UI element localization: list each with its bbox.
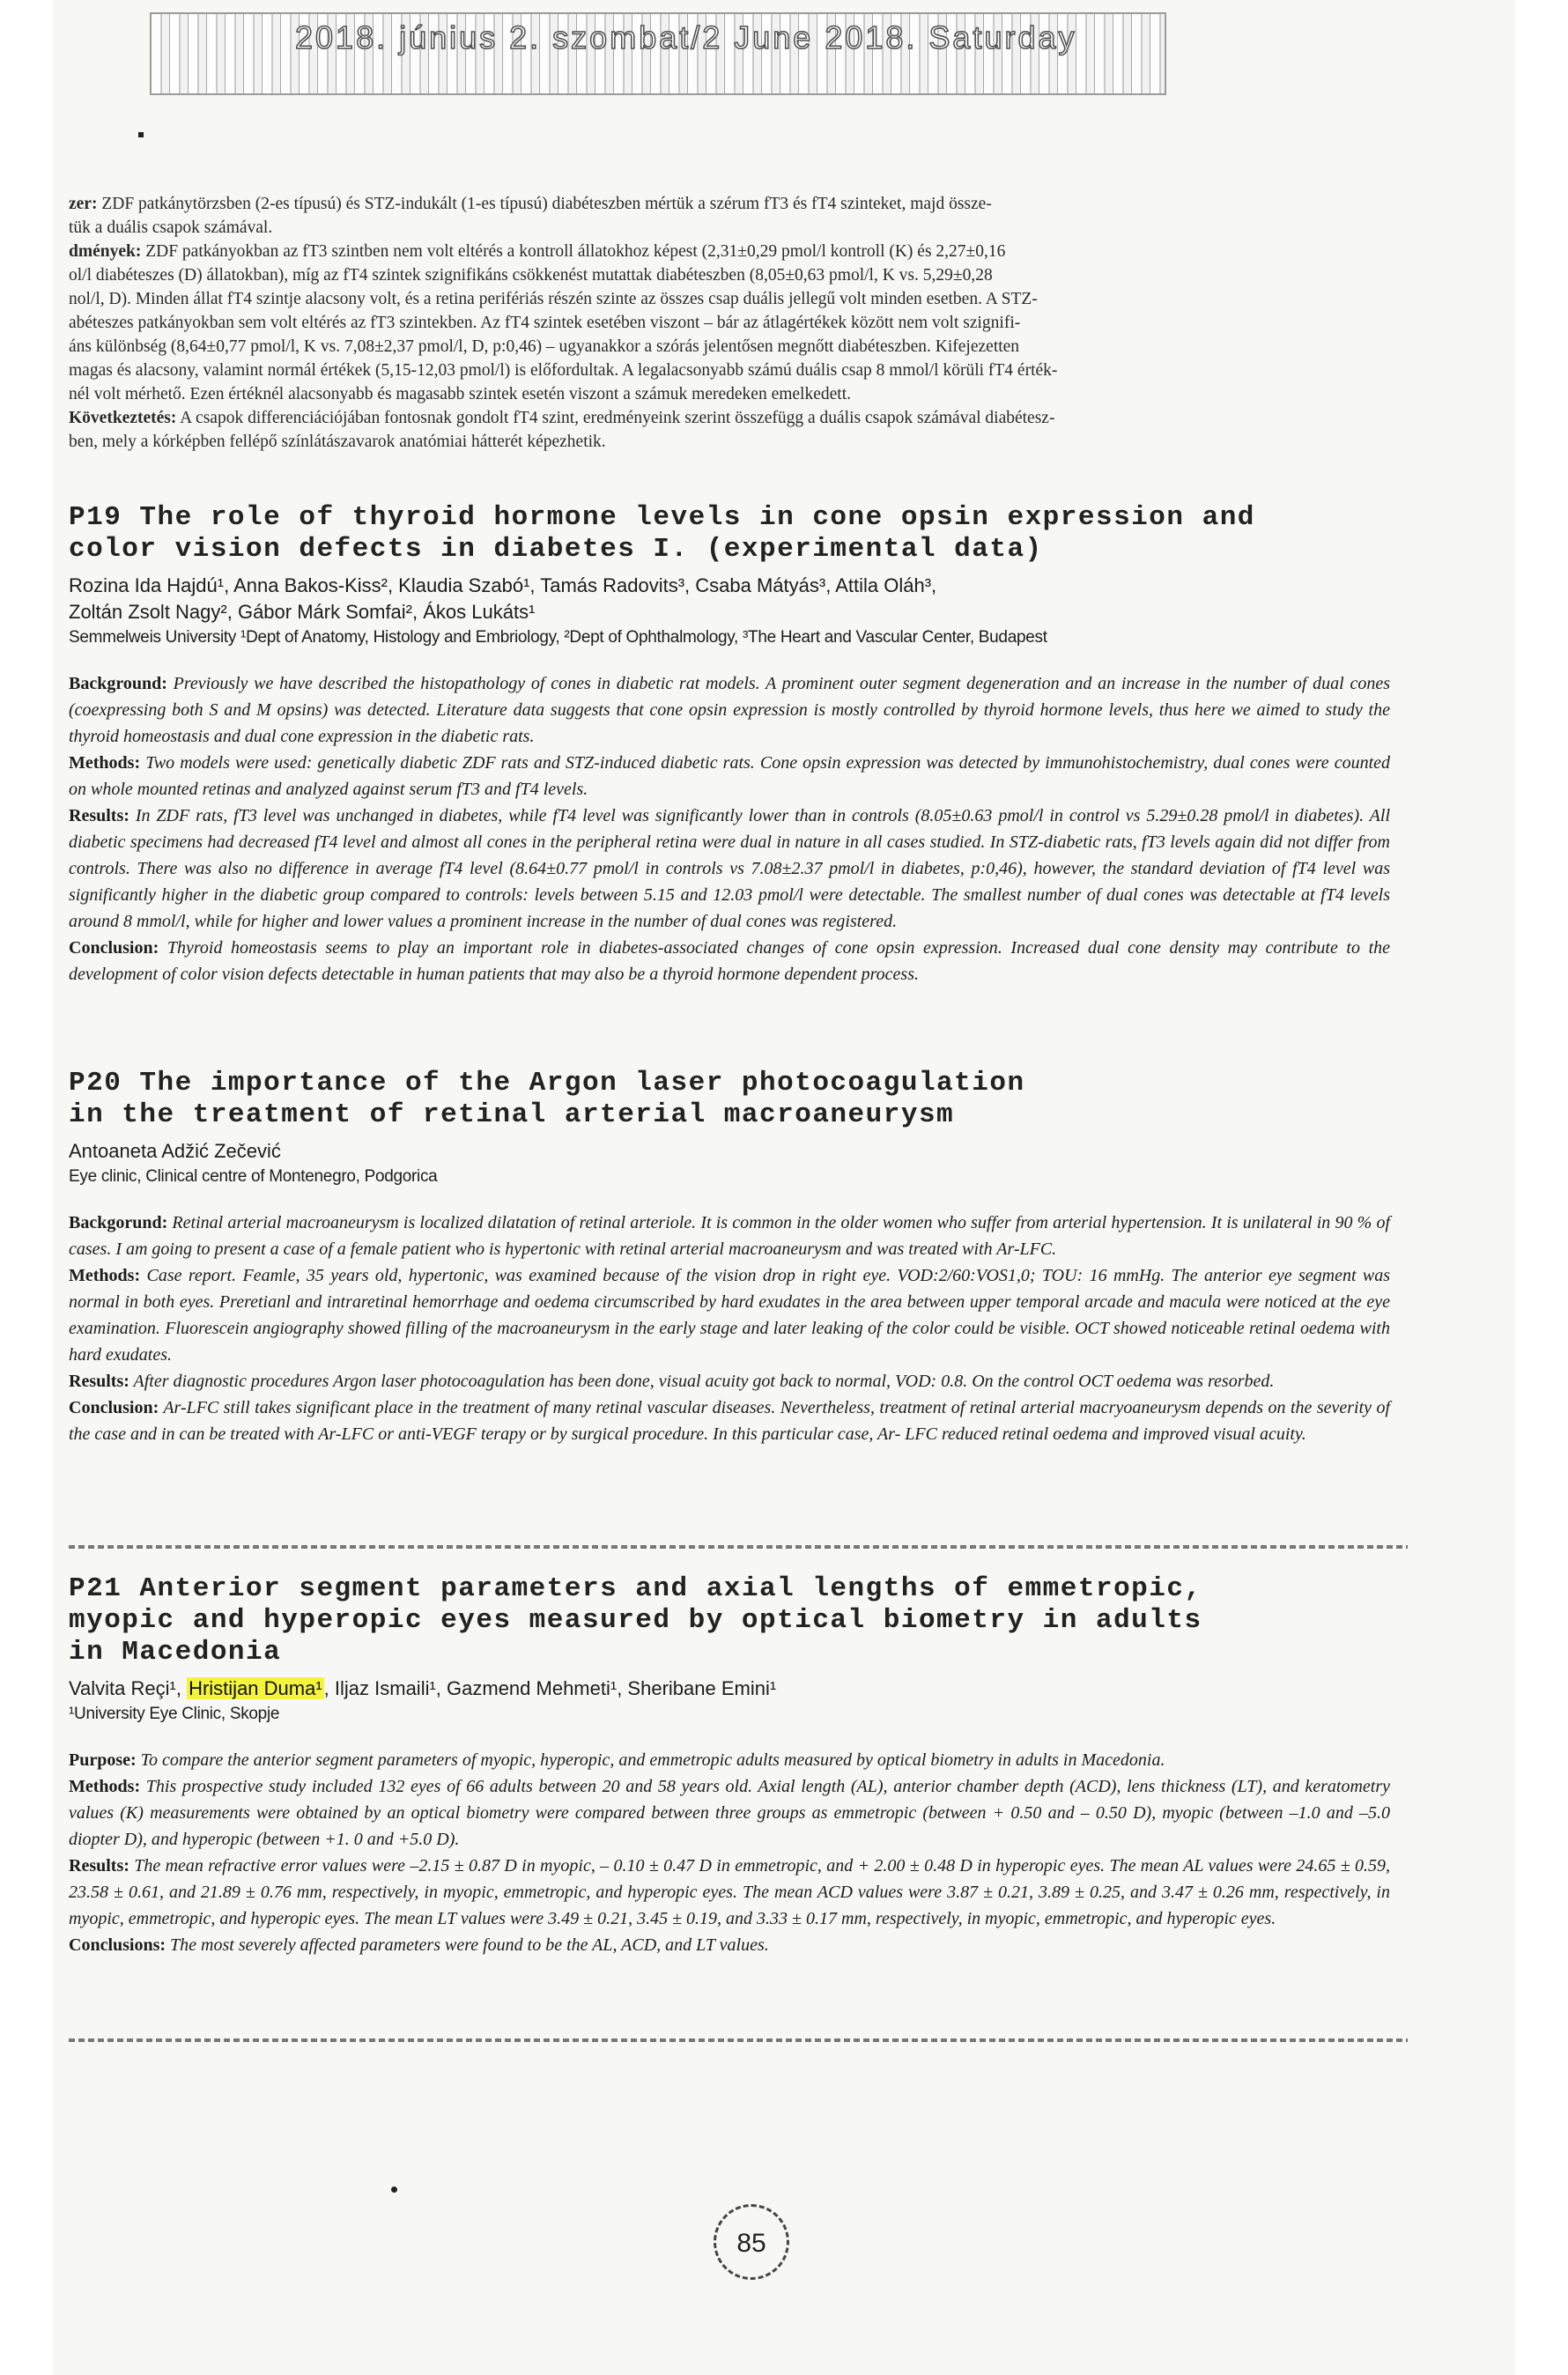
abstract-section: Conclusions: The most severely affected parameters were found to be the AL, ACD, and LT values. xyxy=(69,1935,769,1955)
section-divider xyxy=(69,1545,1408,1549)
abstract-section: Purpose: To compare the anterior segment parameters of myopic, hyperopic, and emmetropic adults measured by optical biometry in adults in Macedonia. xyxy=(69,1750,1165,1770)
abstract-section: Results: In ZDF rats, fT3 level was unchanged in diabetes, while fT4 level was significantly lower than in controls (8.05±0.63 pmol/l in control vs 5.29±0.28 pmol/l in diabetes). All diabetic specimens had decreased fT4 level and almost all cones in the peripheral retina were dual in nature in all cases studied. In STZ-diabetic rats, fT3 levels again did not differ from controls. There was also no difference in average fT4 level (8.64±0.77 pmol/l in controls vs 7.08±2.37 pmol/l in diabetes, p:0,46), however, the standard deviation of fT4 level was significantly higher in the diabetic group compared to controls: levels between 5.15 and 12.03 pmol/l were detectable. The smallest number of dual cones was detectable at fT4 levels around 8 mmol/l, while for higher and lower values a prominent increase in the number of dual cones was registered. xyxy=(69,806,1391,931)
hu-line: nél volt mérhető. Ezen értéknél alacsonyabb és magasabb szintek esetén viszont a számuk meredeken emelkedett. xyxy=(69,385,851,403)
hu-line: magas és alacsony, valamint normál értékek (5,15-12,03 pmol/l) is előfordultak. A legalacsonyabb számú duális csap 8 mmol/l körüli fT4 érték- xyxy=(69,361,1058,380)
abstract-section: Conclusion: Thyroid homeostasis seems to play an important role in diabetes-associated changes of cone opsin expression. Increased dual cone density may contribute to the development of color vision defects detectable in human patients that may also be a thyroid hormone dependent process. xyxy=(69,938,1391,984)
previous-abstract-hungarian xyxy=(69,192,1372,454)
stray-dot xyxy=(391,2186,397,2193)
abstract-p21 xyxy=(69,1573,1390,1958)
hu-line: áns különbség (8,64±0,77 pmol/l, K vs. 7,08±2,37 pmol/l, D, p:0,46) – ugyanakkor a szórás jelentősen megnőtt diabéteszben. Kifejezetten xyxy=(69,337,1020,356)
abstract-section: Background: Previously we have described the histopathology of cones in diabetic rat models. A prominent outer segment degeneration and an increase in the number of dual cones (coexpressing both S and M opsins) was detected. Literature data suggests that cone opsin expression is mostly controlled by thyroid hormone levels, thus here we aimed to study the thyroid homeostasis and dual cone expression in the diabetic rats. xyxy=(69,674,1391,746)
abstract-section: Backgorund: Retinal arterial macroaneurysm is localized dilatation of retinal arteriole. It is common in the older women who suffer from arterial hypertension. It is unilateral in 90 % of cases. I am going to present a case of a female patient who is hypertonic with retinal arterial macroaneurysm and was treated with Ar-LFC. xyxy=(69,1213,1391,1259)
abstract-section: Methods: Case report. Feamle, 35 years old, hypertonic, was examined because of the vision drop in right eye. VOD:2/60:VOS1,0; TOU: 16 mmHg. The anterior eye segment was normal in both eyes. Preretianl and intraretinal hemorrhage and oedema circumscribed by hard exudates in the area between upper temporal arcade and macula were noticed at the eye examination. Fluorescein angiography showed filling of the macroaneurysm in the early stage and later leaking of the color could be visible. OCT showed noticeable retinal oedema with hard exudates. xyxy=(69,1266,1390,1365)
abstract-section: Results: After diagnostic procedures Argon laser photocoagulation has been done, visual acuity got back to normal, VOD: 0.8. On the control OCT oedema was resorbed. xyxy=(69,1372,1275,1391)
hu-line: abéteszes patkányokban sem volt eltérés az fT3 szintekben. Az fT4 szintek esetében viszont – bár az átlagértékek között nem volt szignifi- xyxy=(69,314,1021,332)
abstract-section: Methods: Two models were used: genetically diabetic ZDF rats and STZ-induced diabetic rats. Cone opsin expression was detected by immunohistochemistry, dual cones were counted on whole mounted retinas and analyzed against serum fT3 and fT4 levels. xyxy=(69,753,1391,799)
page-number: 85 xyxy=(714,2204,789,2280)
margin-mark xyxy=(138,132,144,137)
abstract-p19 xyxy=(69,502,1390,988)
abstract-section: Methods: This prospective study included 132 eyes of 66 adults between 20 and 58 years old. Axial length (AL), anterior chamber depth (ACD), lens thickness (LT), and keratometry values (K) measurements were obtained by an optical biometry were compared between three groups as emmetropic (between + 0.50 and – 0.50 D), myopic (between –1.0 and –5.0 diopter D), and hyperopic (between +1. 0 and +5.0 D). xyxy=(69,1777,1391,1849)
abstract-body xyxy=(69,670,1390,988)
hu-line: ben, mely a kórképben fellépő színlátászavarok anatómiai hátterét képezhetik. xyxy=(69,433,606,451)
highlighted-author: Hristijan Duma¹ xyxy=(189,1677,322,1699)
abstract-authors: Valvita Reçi¹, Hristijan Duma¹, Iljaz Ismaili¹, Gazmend Mehmeti¹, Sheribane Emini¹ xyxy=(69,1677,777,1699)
abstract-affiliation: Semmelweis University ¹Dept of Anatomy, Histology and Embriology, ²Dept of Ophthalmology, ³The Heart and Vascular Center, Budapest xyxy=(69,628,1047,647)
abstract-section: Results: The mean refractive error values were –2.15 ± 0.87 D in myopic, – 0.10 ± 0.47 D in emmetropic, and + 2.00 ± 0.48 D in hyperopic eyes. The mean AL values were 24.65 ± 0.59, 23.58 ± 0.61, and 21.89 ± 0.76 mm, respectively, in myopic, emmetropic, and hyperopic eyes. The mean ACD values were 3.87 ± 0.21, 3.89 ± 0.25, and 3.47 ± 0.26 mm, respectively, in myopic, emmetropic, and hyperopic eyes. The mean LT values were 3.49 ± 0.21, 3.45 ± 0.19, and 3.33 ± 0.17 mm, respectively, in myopic, emmetropic, and hyperopic eyes. xyxy=(69,1856,1391,1928)
abstract-section: Conclusion: Ar-LFC still takes significant place in the treatment of many retinal vascular diseases. Nevertheless, treatment of retinal arterial macryoaneurysm depends on the severity of the case and in can be treated with Ar-LFC or anti-VEGF terapy or by surgical procedure. In this particular case, Ar- LFC reduced retinal oedema and improved visual acuity. xyxy=(69,1398,1391,1444)
hu-line: zer: ZDF patkánytörzsben (2-es típusú) és STZ-indukált (1-es típusú) diabéteszben mértük a szérum fT3 és fT4 szinteket, majd össze- xyxy=(69,195,992,213)
abstract-title: P20 The importance of the Argon laser photocoagulation in the treatment of retinal arterial macroaneurysm xyxy=(69,1068,1025,1130)
hu-line: Következtetés: A csapok differenciációjában fontosnak gondolt fT4 szint, eredményeink szerint összefügg a duális csapok számával diabétesz- xyxy=(69,409,1055,427)
hu-line: ol/l diabéteszes (D) állatokban), míg az fT4 szintek szignifikáns csökkenést mutattak diabéteszben (8,05±0,63 pmol/l, K vs. 5,29±0,28 xyxy=(69,266,993,285)
abstract-affiliation: Eye clinic, Clinical centre of Montenegro, Podgorica xyxy=(69,1167,438,1186)
abstract-title: P19 The role of thyroid hormone levels in cone opsin expression and color vision defects in diabetes I. (experimental data) xyxy=(69,502,1255,565)
abstract-p20 xyxy=(69,1068,1390,1447)
abstract-body xyxy=(69,1747,1390,1958)
section-divider xyxy=(69,2038,1408,2042)
abstract-body xyxy=(69,1210,1390,1447)
abstract-authors: Antoaneta Adžić Zečević xyxy=(69,1140,281,1162)
hu-line: tük a duális csapok számával. xyxy=(69,218,273,237)
abstract-authors: Rozina Ida Hajdú¹, Anna Bakos-Kiss², Klaudia Szabó¹, Tamás Radovits³, Csaba Mátyás³, Attila Oláh³, Zoltán Zsolt Nagy², Gábor Márk Somfai², Ákos Lukáts¹ xyxy=(69,574,937,623)
date-header: 2018. június 2. szombat/2 June 2018. Saturday xyxy=(295,19,1077,55)
hu-line: nol/l, D). Minden állat fT4 szintje alacsony volt, és a retina perifériás részén szinte az összes csap duális jellegű volt minden esetben. A STZ- xyxy=(69,290,1038,308)
abstract-affiliation: ¹University Eye Clinic, Skopje xyxy=(69,1705,280,1723)
hu-line: dmények: ZDF patkányokban az fT3 szintben nem volt eltérés a kontroll állatokhoz képest (2,31±0,29 pmol/l kontroll (K) és 2,27±0,16 xyxy=(69,242,1006,261)
abstract-title: P21 Anterior segment parameters and axial lengths of emmetropic, myopic and hyperopic eyes measured by optical biometry in adults in Macedonia xyxy=(69,1573,1202,1668)
